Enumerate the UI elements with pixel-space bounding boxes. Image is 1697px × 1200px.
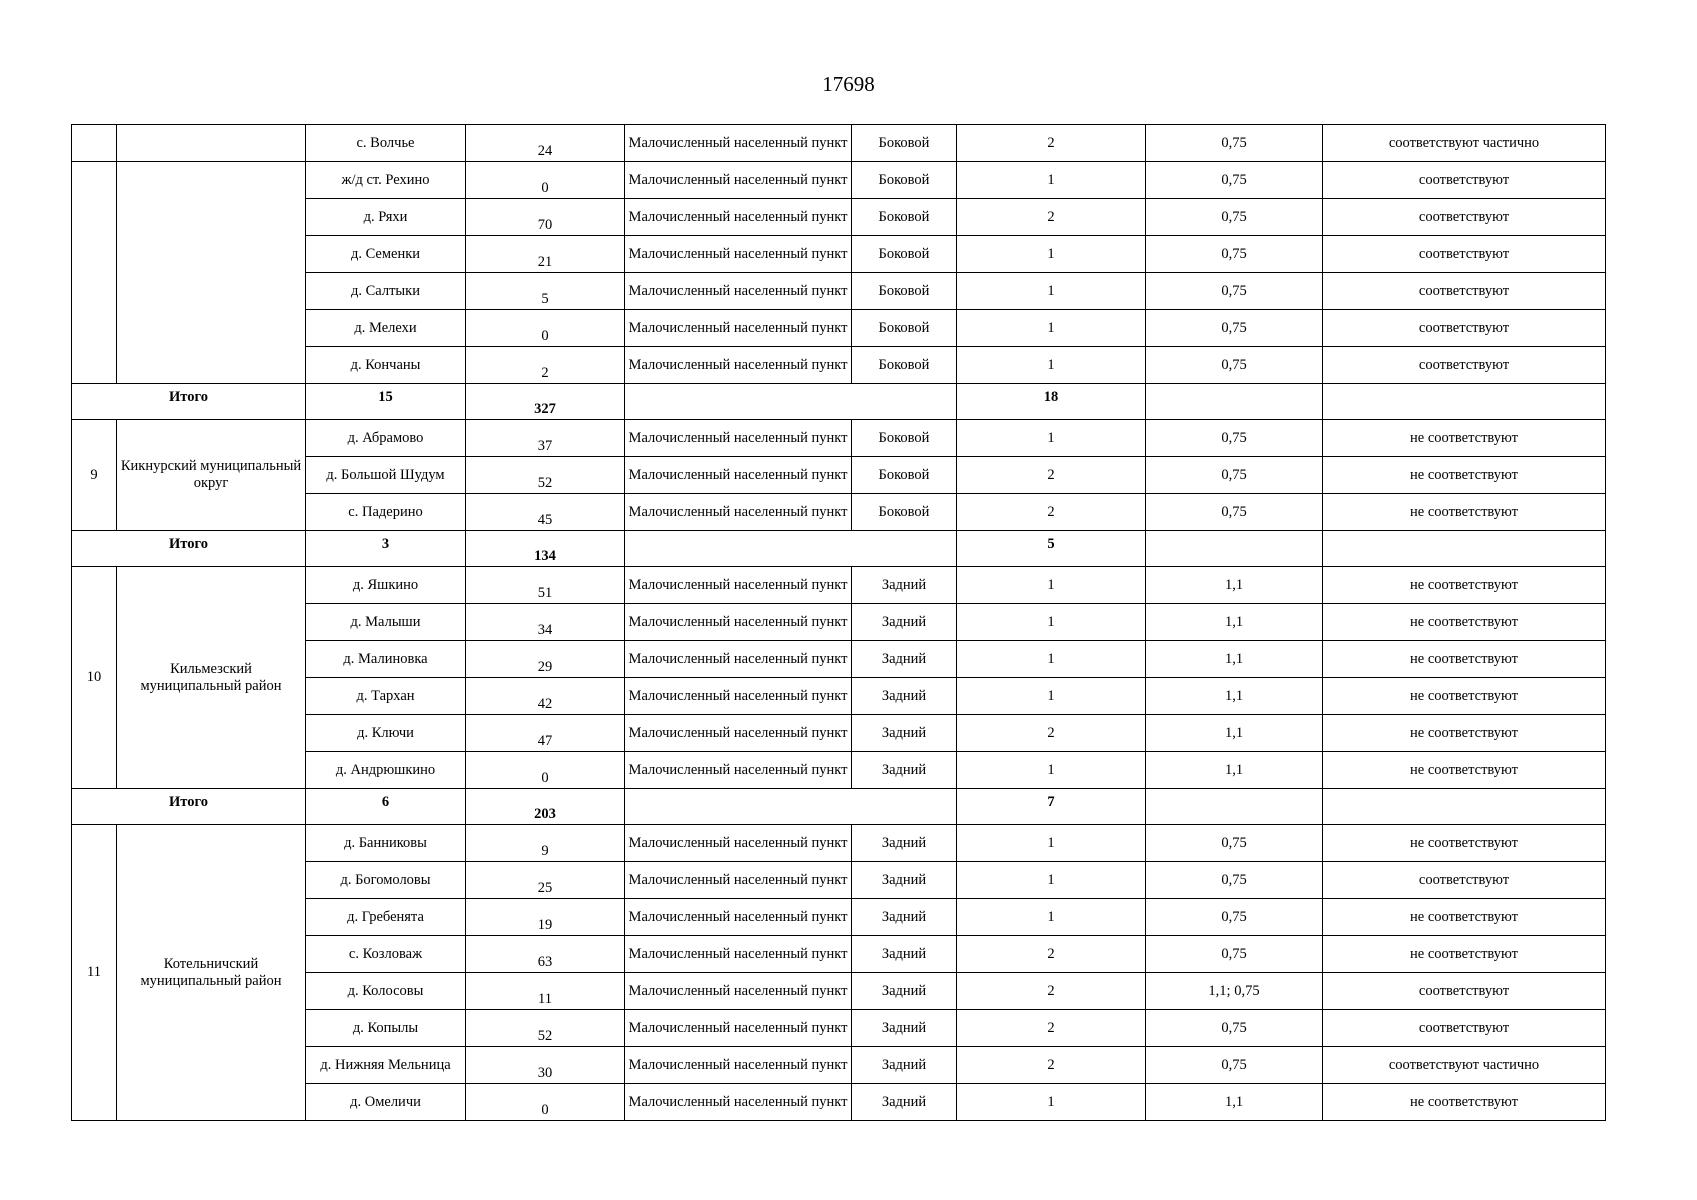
- settlement-name: с. Козловаж: [306, 936, 466, 973]
- settlement-type: Малочисленный населенный пункт: [625, 825, 852, 862]
- total-label: Итого: [72, 789, 306, 825]
- total-empty: [1323, 384, 1606, 420]
- population-cell: 52: [466, 1010, 625, 1047]
- stop-count: 1: [957, 604, 1146, 641]
- population-cell: 2: [466, 347, 625, 384]
- settlement-type: Малочисленный населенный пункт: [625, 973, 852, 1010]
- stop-side: Задний: [852, 825, 957, 862]
- platform-width: 1,1: [1146, 567, 1323, 604]
- platform-width: 0,75: [1146, 936, 1323, 973]
- settlement-name: д. Семенки: [306, 236, 466, 273]
- stop-side: Задний: [852, 862, 957, 899]
- total-empty: [1146, 789, 1323, 825]
- district-number: 9: [72, 420, 117, 531]
- compliance-status: не соответствуют: [1323, 825, 1606, 862]
- stop-side: Боковой: [852, 347, 957, 384]
- stop-count: 1: [957, 825, 1146, 862]
- stop-side: Боковой: [852, 199, 957, 236]
- population-cell: 0: [466, 310, 625, 347]
- table-row: [72, 125, 1606, 162]
- total-row: [72, 789, 1606, 825]
- settlements-table: [71, 124, 1606, 1121]
- platform-width: 0,75: [1146, 457, 1323, 494]
- settlement-type: Малочисленный населенный пункт: [625, 862, 852, 899]
- stop-count: 2: [957, 457, 1146, 494]
- stop-count: 1: [957, 273, 1146, 310]
- total-count: 15: [306, 384, 466, 420]
- stop-side: Боковой: [852, 236, 957, 273]
- total-empty: [625, 384, 957, 420]
- population-cell: 34: [466, 604, 625, 641]
- population-cell: 37: [466, 420, 625, 457]
- platform-width: 0,75: [1146, 236, 1323, 273]
- platform-width: 0,75: [1146, 862, 1323, 899]
- stop-side: Задний: [852, 1047, 957, 1084]
- population-cell: 5: [466, 273, 625, 310]
- settlement-type: Малочисленный населенный пункт: [625, 125, 852, 162]
- total-empty: [625, 531, 957, 567]
- compliance-status: соответствуют: [1323, 199, 1606, 236]
- platform-width: 0,75: [1146, 1047, 1323, 1084]
- compliance-status: соответствуют: [1323, 162, 1606, 199]
- compliance-status: соответствуют частично: [1323, 125, 1606, 162]
- stop-count: 2: [957, 1010, 1146, 1047]
- population-cell: 0: [466, 162, 625, 199]
- stop-count: 2: [957, 125, 1146, 162]
- settlement-name: д. Салтыки: [306, 273, 466, 310]
- total-label: Итого: [72, 384, 306, 420]
- settlement-name: д. Тархан: [306, 678, 466, 715]
- settlement-type: Малочисленный населенный пункт: [625, 1084, 852, 1121]
- settlement-name: ж/д ст. Рехино: [306, 162, 466, 199]
- compliance-status: не соответствуют: [1323, 899, 1606, 936]
- settlement-type: Малочисленный населенный пункт: [625, 641, 852, 678]
- settlement-name: д. Малиновка: [306, 641, 466, 678]
- platform-width: 1,1: [1146, 715, 1323, 752]
- settlement-type: Малочисленный населенный пункт: [625, 752, 852, 789]
- settlement-name: д. Малыши: [306, 604, 466, 641]
- population-cell: 21: [466, 236, 625, 273]
- platform-width: 1,1: [1146, 641, 1323, 678]
- district-number: [72, 162, 117, 384]
- population-cell: 70: [466, 199, 625, 236]
- settlement-name: д. Колосовы: [306, 973, 466, 1010]
- page-number: 17698: [822, 72, 875, 96]
- compliance-status: не соответствуют: [1323, 641, 1606, 678]
- compliance-status: не соответствуют: [1323, 1084, 1606, 1121]
- settlement-name: д. Ряхи: [306, 199, 466, 236]
- platform-width: 1,1: [1146, 752, 1323, 789]
- stop-count: 1: [957, 162, 1146, 199]
- platform-width: 1,1: [1146, 1084, 1323, 1121]
- district-name: Кикнурский муниципальный округ: [117, 420, 306, 531]
- settlement-type: Малочисленный населенный пункт: [625, 567, 852, 604]
- compliance-status: не соответствуют: [1323, 567, 1606, 604]
- platform-width: 0,75: [1146, 899, 1323, 936]
- settlement-type: Малочисленный населенный пункт: [625, 273, 852, 310]
- settlement-name: д. Мелехи: [306, 310, 466, 347]
- stop-side: Задний: [852, 936, 957, 973]
- settlement-name: с. Падерино: [306, 494, 466, 531]
- total-stops: 5: [957, 531, 1146, 567]
- stop-side: Боковой: [852, 420, 957, 457]
- compliance-status: не соответствуют: [1323, 604, 1606, 641]
- total-empty: [1323, 789, 1606, 825]
- settlement-type: Малочисленный населенный пункт: [625, 1010, 852, 1047]
- settlement-type: Малочисленный населенный пункт: [625, 604, 852, 641]
- stop-count: 1: [957, 641, 1146, 678]
- compliance-status: соответствуют: [1323, 236, 1606, 273]
- platform-width: 0,75: [1146, 347, 1323, 384]
- stop-side: Боковой: [852, 273, 957, 310]
- stop-side: Задний: [852, 641, 957, 678]
- stop-count: 1: [957, 1084, 1146, 1121]
- population-cell: 24: [466, 125, 625, 162]
- platform-width: 0,75: [1146, 494, 1323, 531]
- district-name: [117, 125, 306, 162]
- settlement-type: Малочисленный населенный пункт: [625, 494, 852, 531]
- population-cell: 52: [466, 457, 625, 494]
- settlement-name: д. Богомоловы: [306, 862, 466, 899]
- population-cell: 29: [466, 641, 625, 678]
- total-empty: [625, 789, 957, 825]
- settlement-type: Малочисленный населенный пункт: [625, 936, 852, 973]
- total-empty: [1146, 384, 1323, 420]
- total-population: 327: [466, 384, 625, 420]
- compliance-status: не соответствуют: [1323, 752, 1606, 789]
- district-name: Котельничский муниципальный район: [117, 825, 306, 1121]
- stop-side: Задний: [852, 973, 957, 1010]
- table-row: [72, 825, 1606, 862]
- settlement-type: Малочисленный населенный пункт: [625, 199, 852, 236]
- stop-side: Боковой: [852, 162, 957, 199]
- population-cell: 25: [466, 862, 625, 899]
- district-name: [117, 162, 306, 384]
- stop-count: 1: [957, 752, 1146, 789]
- settlement-name: д. Копылы: [306, 1010, 466, 1047]
- population-cell: 19: [466, 899, 625, 936]
- compliance-status: соответствуют: [1323, 1010, 1606, 1047]
- stop-count: 2: [957, 936, 1146, 973]
- total-population: 134: [466, 531, 625, 567]
- settlement-type: Малочисленный населенный пункт: [625, 457, 852, 494]
- settlement-name: с. Волчье: [306, 125, 466, 162]
- stop-side: Боковой: [852, 457, 957, 494]
- settlement-type: Малочисленный населенный пункт: [625, 715, 852, 752]
- stop-count: 1: [957, 420, 1146, 457]
- total-row: [72, 531, 1606, 567]
- platform-width: 0,75: [1146, 1010, 1323, 1047]
- total-stops: 7: [957, 789, 1146, 825]
- stop-count: 1: [957, 862, 1146, 899]
- settlement-name: д. Ключи: [306, 715, 466, 752]
- population-cell: 45: [466, 494, 625, 531]
- platform-width: 1,1; 0,75: [1146, 973, 1323, 1010]
- platform-width: 0,75: [1146, 273, 1323, 310]
- settlement-name: д. Абрамово: [306, 420, 466, 457]
- total-stops: 18: [957, 384, 1146, 420]
- platform-width: 0,75: [1146, 310, 1323, 347]
- compliance-status: соответствуют: [1323, 273, 1606, 310]
- total-count: 3: [306, 531, 466, 567]
- total-empty: [1323, 531, 1606, 567]
- compliance-status: не соответствуют: [1323, 420, 1606, 457]
- compliance-status: соответствуют: [1323, 973, 1606, 1010]
- total-empty: [1146, 531, 1323, 567]
- total-count: 6: [306, 789, 466, 825]
- total-label: Итого: [72, 531, 306, 567]
- compliance-status: не соответствуют: [1323, 494, 1606, 531]
- stop-side: Задний: [852, 604, 957, 641]
- settlement-type: Малочисленный населенный пункт: [625, 420, 852, 457]
- population-cell: 0: [466, 1084, 625, 1121]
- platform-width: 1,1: [1146, 678, 1323, 715]
- population-cell: 30: [466, 1047, 625, 1084]
- population-cell: 42: [466, 678, 625, 715]
- settlement-name: д. Гребенята: [306, 899, 466, 936]
- settlement-type: Малочисленный населенный пункт: [625, 899, 852, 936]
- settlement-name: д. Кончаны: [306, 347, 466, 384]
- platform-width: 0,75: [1146, 420, 1323, 457]
- stop-count: 1: [957, 678, 1146, 715]
- table-row: [72, 162, 1606, 199]
- stop-side: Задний: [852, 678, 957, 715]
- platform-width: 1,1: [1146, 604, 1323, 641]
- total-row: [72, 384, 1606, 420]
- stop-side: Боковой: [852, 310, 957, 347]
- table-row: [72, 420, 1606, 457]
- stop-side: Задний: [852, 715, 957, 752]
- stop-count: 2: [957, 199, 1146, 236]
- stop-side: Задний: [852, 1010, 957, 1047]
- compliance-status: не соответствуют: [1323, 715, 1606, 752]
- population-cell: 0: [466, 752, 625, 789]
- compliance-status: соответствуют: [1323, 862, 1606, 899]
- stop-side: Задний: [852, 752, 957, 789]
- settlement-name: д. Андрюшкино: [306, 752, 466, 789]
- compliance-status: не соответствуют: [1323, 936, 1606, 973]
- population-cell: 63: [466, 936, 625, 973]
- compliance-status: соответствуют: [1323, 347, 1606, 384]
- settlement-name: д. Банниковы: [306, 825, 466, 862]
- district-number: 11: [72, 825, 117, 1121]
- settlement-type: Малочисленный населенный пункт: [625, 678, 852, 715]
- compliance-status: не соответствуют: [1323, 678, 1606, 715]
- district-name: Кильмезский муниципальный район: [117, 567, 306, 789]
- stop-count: 1: [957, 347, 1146, 384]
- platform-width: 0,75: [1146, 162, 1323, 199]
- stop-count: 1: [957, 236, 1146, 273]
- compliance-status: соответствуют частично: [1323, 1047, 1606, 1084]
- compliance-status: соответствуют: [1323, 310, 1606, 347]
- settlement-type: Малочисленный населенный пункт: [625, 1047, 852, 1084]
- stop-count: 1: [957, 310, 1146, 347]
- stop-side: Боковой: [852, 494, 957, 531]
- platform-width: 0,75: [1146, 199, 1323, 236]
- stop-count: 2: [957, 494, 1146, 531]
- population-cell: 11: [466, 973, 625, 1010]
- table-row: [72, 567, 1606, 604]
- settlement-name: д. Яшкино: [306, 567, 466, 604]
- stop-side: Задний: [852, 1084, 957, 1121]
- platform-width: 0,75: [1146, 125, 1323, 162]
- population-cell: 47: [466, 715, 625, 752]
- district-number: 10: [72, 567, 117, 789]
- stop-count: 1: [957, 899, 1146, 936]
- platform-width: 0,75: [1146, 825, 1323, 862]
- stop-count: 2: [957, 715, 1146, 752]
- settlement-name: д. Большой Шудум: [306, 457, 466, 494]
- district-number: [72, 125, 117, 162]
- stop-count: 1: [957, 567, 1146, 604]
- stop-count: 2: [957, 1047, 1146, 1084]
- population-cell: 9: [466, 825, 625, 862]
- stop-side: Задний: [852, 899, 957, 936]
- stop-count: 2: [957, 973, 1146, 1010]
- settlement-name: д. Нижняя Мельница: [306, 1047, 466, 1084]
- settlement-name: д. Омеличи: [306, 1084, 466, 1121]
- settlement-type: Малочисленный населенный пункт: [625, 310, 852, 347]
- stop-side: Боковой: [852, 125, 957, 162]
- settlement-type: Малочисленный населенный пункт: [625, 236, 852, 273]
- settlement-type: Малочисленный населенный пункт: [625, 162, 852, 199]
- total-population: 203: [466, 789, 625, 825]
- compliance-status: не соответствуют: [1323, 457, 1606, 494]
- population-cell: 51: [466, 567, 625, 604]
- settlement-type: Малочисленный населенный пункт: [625, 347, 852, 384]
- stop-side: Задний: [852, 567, 957, 604]
